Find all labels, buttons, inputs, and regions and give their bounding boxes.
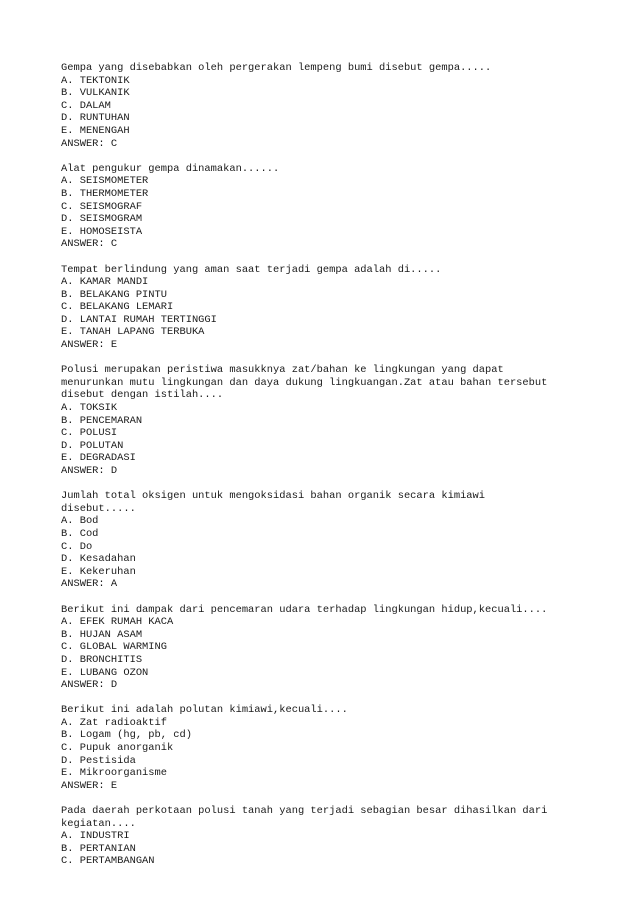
document-page [61, 62, 621, 881]
answer-option: B. PERTANIAN [61, 842, 136, 855]
question-block [61, 704, 621, 792]
question-prompt: Tempat berlindung yang aman saat terjadi gempa adalah di..... [61, 263, 442, 276]
answer-key: ANSWER: E [61, 339, 118, 352]
question-block [61, 163, 621, 251]
answer-option: C. Pupuk anorganik [61, 742, 174, 755]
question-block [61, 604, 621, 692]
question-prompt: Alat pengukur gempa dinamakan...... [61, 162, 280, 175]
answer-option: C. POLUSI [61, 427, 118, 440]
answer-key: ANSWER: C [61, 137, 118, 150]
answer-option: E. Mikroorganisme [61, 767, 168, 780]
answer-option: C. Do [61, 540, 93, 553]
answer-option: E. MENENGAH [61, 124, 130, 137]
answer-option: A. KAMAR MANDI [61, 276, 149, 289]
answer-option: D. RUNTUHAN [61, 112, 130, 125]
question-prompt: Berikut ini dampak dari pencemaran udara terhadap lingkungan hidup,kecuali.... [61, 603, 548, 616]
answer-option: B. HUJAN ASAM [61, 628, 143, 641]
answer-option: A. EFEK RUMAH KACA [61, 616, 174, 629]
answer-option: A. SEISMOMETER [61, 175, 149, 188]
answer-option: E. Kekeruhan [61, 565, 136, 578]
answer-key: ANSWER: C [61, 238, 118, 251]
question-prompt: Gempa yang disebabkan oleh pergerakan lempeng bumi disebut gempa..... [61, 62, 492, 74]
answer-option: A. Zat radioaktif [61, 716, 168, 729]
answer-option: E. DEGRADASI [61, 452, 136, 465]
answer-option: C. DALAM [61, 99, 111, 112]
answer-option: E. LUBANG OZON [61, 666, 149, 679]
question-prompt: Polusi merupakan peristiwa masukknya zat/bahan ke lingkungan yang dapat menurunkan mutu lingkungan dan daya dukung lingkuangan.Zat atau bahan tersebut disebut dengan istilah.... [61, 364, 548, 402]
question-prompt: Jumlah total oksigen untuk mengoksidasi bahan organik secara kimiawi disebut..... [61, 490, 486, 515]
answer-option: D. Kesadahan [61, 553, 136, 566]
answer-key: ANSWER: E [61, 779, 118, 792]
question-block [61, 62, 621, 150]
question-block [61, 364, 621, 477]
answer-option: D. LANTAI RUMAH TERTINGGI [61, 313, 217, 326]
question-prompt: Pada daerah perkotaan polusi tanah yang terjadi sebagian besar dihasilkan dari kegiatan.... [61, 805, 548, 830]
answer-option: D. POLUTAN [61, 439, 124, 452]
answer-option: B. PENCEMARAN [61, 414, 143, 427]
answer-option: A. INDUSTRI [61, 830, 130, 843]
question-block [61, 805, 621, 868]
answer-option: A. TOKSIK [61, 402, 118, 415]
answer-option: B. Logam (hg, pb, cd) [61, 729, 192, 742]
answer-option: E. HOMOSEISTA [61, 225, 143, 238]
answer-option: A. TEKTONIK [61, 74, 130, 87]
answer-option: D. SEISMOGRAM [61, 213, 143, 226]
question-block [61, 264, 621, 352]
answer-key: ANSWER: D [61, 679, 118, 692]
answer-option: C. SEISMOGRAF [61, 200, 143, 213]
answer-key: ANSWER: D [61, 465, 118, 477]
answer-option: B. VULKANIK [61, 87, 130, 100]
question-block [61, 490, 621, 591]
answer-option: A. Bod [61, 515, 99, 528]
answer-option: D. BRONCHITIS [61, 653, 143, 666]
answer-option: B. THERMOMETER [61, 187, 149, 200]
answer-option: C. PERTAMBANGAN [61, 855, 155, 868]
answer-option: E. TANAH LAPANG TERBUKA [61, 326, 205, 339]
answer-option: B. Cod [61, 527, 99, 540]
answer-option: B. BELAKANG PINTU [61, 288, 168, 301]
answer-option: C. GLOBAL WARMING [61, 641, 168, 654]
question-prompt: Berikut ini adalah polutan kimiawi,kecuali.... [61, 704, 348, 717]
answer-option: C. BELAKANG LEMARI [61, 301, 174, 314]
answer-option: D. Pestisida [61, 754, 136, 767]
answer-key: ANSWER: A [61, 578, 118, 591]
